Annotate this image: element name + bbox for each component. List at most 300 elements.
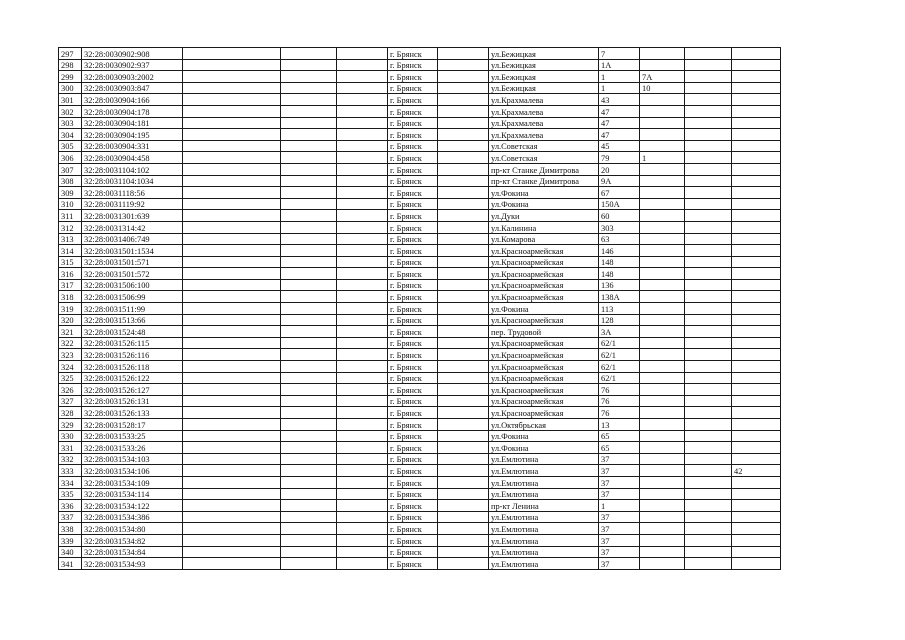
cell-row-number: 341 bbox=[59, 558, 82, 570]
cell-cadastral-number: 32:28:0031524:48 bbox=[82, 326, 183, 338]
cell-row-number: 304 bbox=[59, 129, 82, 141]
cell-col-5 bbox=[337, 94, 388, 106]
cell-apartment-number bbox=[732, 117, 781, 129]
cell-city: г. Брянск bbox=[388, 221, 438, 233]
table-row bbox=[59, 303, 781, 315]
cell-col-3 bbox=[183, 407, 281, 419]
cell-city: г. Брянск bbox=[388, 500, 438, 512]
cell-col-4 bbox=[281, 314, 337, 326]
cell-cadastral-number: 32:28:0031534:103 bbox=[82, 453, 183, 465]
cell-col-7 bbox=[438, 175, 489, 187]
cell-row-number: 323 bbox=[59, 349, 82, 361]
cell-col-5 bbox=[337, 187, 388, 199]
cell-cadastral-number: 32:28:0031526:133 bbox=[82, 407, 183, 419]
table-row bbox=[59, 59, 781, 71]
cell-street: ул.Комарова bbox=[489, 233, 599, 245]
cell-building-number bbox=[640, 523, 685, 535]
cell-col-11 bbox=[685, 511, 732, 523]
cell-cadastral-number: 32:28:0031526:118 bbox=[82, 361, 183, 373]
table-row bbox=[59, 129, 781, 141]
cell-street: ул.Емлютина bbox=[489, 523, 599, 535]
cell-row-number: 306 bbox=[59, 152, 82, 164]
cell-city: г. Брянск bbox=[388, 198, 438, 210]
cell-house-number: 37 bbox=[599, 453, 640, 465]
cell-building-number bbox=[640, 326, 685, 338]
cell-col-3 bbox=[183, 152, 281, 164]
cell-house-number: 136 bbox=[599, 279, 640, 291]
cell-building-number bbox=[640, 384, 685, 396]
cell-street: ул.Бежицкая bbox=[489, 48, 599, 60]
cell-street: ул.Бежицкая bbox=[489, 82, 599, 94]
cell-col-11 bbox=[685, 48, 732, 60]
cell-col-5 bbox=[337, 534, 388, 546]
cell-col-7 bbox=[438, 210, 489, 222]
cell-col-4 bbox=[281, 361, 337, 373]
cell-apartment-number bbox=[732, 256, 781, 268]
cell-street: ул.Бежицкая bbox=[489, 59, 599, 71]
cell-cadastral-number: 32:28:0030904:331 bbox=[82, 140, 183, 152]
cell-col-11 bbox=[685, 384, 732, 396]
cell-col-11 bbox=[685, 465, 732, 477]
cell-house-number: 37 bbox=[599, 476, 640, 488]
cell-city: г. Брянск bbox=[388, 268, 438, 280]
cell-col-3 bbox=[183, 221, 281, 233]
cell-building-number bbox=[640, 187, 685, 199]
cell-col-3 bbox=[183, 117, 281, 129]
cell-house-number: 43 bbox=[599, 94, 640, 106]
cell-apartment-number bbox=[732, 534, 781, 546]
cell-cadastral-number: 32:28:0031534:80 bbox=[82, 523, 183, 535]
cell-building-number bbox=[640, 210, 685, 222]
cell-col-3 bbox=[183, 546, 281, 558]
cell-row-number: 305 bbox=[59, 140, 82, 152]
table-row bbox=[59, 152, 781, 164]
cell-col-4 bbox=[281, 59, 337, 71]
cell-building-number bbox=[640, 314, 685, 326]
cell-city: г. Брянск bbox=[388, 187, 438, 199]
cell-cadastral-number: 32:28:0031526:131 bbox=[82, 395, 183, 407]
cell-col-5 bbox=[337, 291, 388, 303]
cell-building-number bbox=[640, 221, 685, 233]
cell-col-11 bbox=[685, 210, 732, 222]
cell-row-number: 319 bbox=[59, 303, 82, 315]
cell-cadastral-number: 32:28:0030903:847 bbox=[82, 82, 183, 94]
cell-apartment-number bbox=[732, 500, 781, 512]
cell-street: ул.Калинина bbox=[489, 221, 599, 233]
cell-cadastral-number: 32:28:0031406:749 bbox=[82, 233, 183, 245]
cell-house-number: 146 bbox=[599, 245, 640, 257]
cell-street: пр-кт Станке Димитрова bbox=[489, 163, 599, 175]
cell-building-number bbox=[640, 268, 685, 280]
table-row bbox=[59, 291, 781, 303]
cell-city: г. Брянск bbox=[388, 82, 438, 94]
cell-house-number: 13 bbox=[599, 419, 640, 431]
cell-col-7 bbox=[438, 245, 489, 257]
cell-city: г. Брянск bbox=[388, 129, 438, 141]
cell-col-7 bbox=[438, 268, 489, 280]
cell-apartment-number bbox=[732, 488, 781, 500]
cell-col-11 bbox=[685, 558, 732, 570]
cell-col-11 bbox=[685, 303, 732, 315]
cell-col-4 bbox=[281, 175, 337, 187]
cell-apartment-number bbox=[732, 546, 781, 558]
cell-col-7 bbox=[438, 558, 489, 570]
cell-city: г. Брянск bbox=[388, 152, 438, 164]
cell-col-7 bbox=[438, 361, 489, 373]
cell-city: г. Брянск bbox=[388, 140, 438, 152]
cell-building-number bbox=[640, 175, 685, 187]
table-row bbox=[59, 476, 781, 488]
cell-house-number: 20 bbox=[599, 163, 640, 175]
cell-cadastral-number: 32:28:0030904:195 bbox=[82, 129, 183, 141]
cell-col-5 bbox=[337, 558, 388, 570]
cell-building-number bbox=[640, 476, 685, 488]
cell-row-number: 326 bbox=[59, 384, 82, 396]
cell-col-4 bbox=[281, 511, 337, 523]
cell-col-3 bbox=[183, 233, 281, 245]
cell-row-number: 328 bbox=[59, 407, 82, 419]
table-row bbox=[59, 442, 781, 454]
cell-house-number: 128 bbox=[599, 314, 640, 326]
cell-house-number: 47 bbox=[599, 129, 640, 141]
cell-house-number: 1 bbox=[599, 500, 640, 512]
cell-cadastral-number: 32:28:0031534:386 bbox=[82, 511, 183, 523]
table-row bbox=[59, 117, 781, 129]
cell-cadastral-number: 32:28:0031534:82 bbox=[82, 534, 183, 546]
cell-col-4 bbox=[281, 488, 337, 500]
cell-apartment-number bbox=[732, 442, 781, 454]
cell-col-3 bbox=[183, 82, 281, 94]
cell-street: ул.Красноармейская bbox=[489, 291, 599, 303]
cell-cadastral-number: 32:28:0031118:56 bbox=[82, 187, 183, 199]
cell-col-5 bbox=[337, 442, 388, 454]
cell-apartment-number bbox=[732, 314, 781, 326]
cell-city: г. Брянск bbox=[388, 395, 438, 407]
cell-house-number: 113 bbox=[599, 303, 640, 315]
cell-cadastral-number: 32:28:0031301:639 bbox=[82, 210, 183, 222]
cell-col-11 bbox=[685, 71, 732, 83]
cell-col-5 bbox=[337, 268, 388, 280]
cell-col-5 bbox=[337, 395, 388, 407]
cell-col-11 bbox=[685, 221, 732, 233]
cell-row-number: 316 bbox=[59, 268, 82, 280]
cell-row-number: 327 bbox=[59, 395, 82, 407]
cell-building-number bbox=[640, 430, 685, 442]
cell-col-5 bbox=[337, 71, 388, 83]
cell-building-number bbox=[640, 105, 685, 117]
cell-col-7 bbox=[438, 94, 489, 106]
cell-street: ул.Фокина bbox=[489, 198, 599, 210]
cell-street: ул.Красноармейская bbox=[489, 384, 599, 396]
cell-col-3 bbox=[183, 105, 281, 117]
cell-apartment-number bbox=[732, 511, 781, 523]
cell-col-3 bbox=[183, 94, 281, 106]
cell-cadastral-number: 32:28:0030904:178 bbox=[82, 105, 183, 117]
cell-city: г. Брянск bbox=[388, 314, 438, 326]
cell-building-number bbox=[640, 163, 685, 175]
cell-col-4 bbox=[281, 349, 337, 361]
cell-col-5 bbox=[337, 117, 388, 129]
cell-building-number bbox=[640, 245, 685, 257]
cell-col-4 bbox=[281, 187, 337, 199]
cell-street: ул.Крахмалева bbox=[489, 105, 599, 117]
cell-house-number: 150А bbox=[599, 198, 640, 210]
cell-city: г. Брянск bbox=[388, 337, 438, 349]
cell-col-4 bbox=[281, 453, 337, 465]
cell-house-number: 65 bbox=[599, 430, 640, 442]
cell-street: ул.Октябрьская bbox=[489, 419, 599, 431]
cell-apartment-number bbox=[732, 129, 781, 141]
cell-col-7 bbox=[438, 105, 489, 117]
table-row bbox=[59, 430, 781, 442]
table-row bbox=[59, 256, 781, 268]
cell-row-number: 333 bbox=[59, 465, 82, 477]
cell-building-number bbox=[640, 94, 685, 106]
cell-house-number: 45 bbox=[599, 140, 640, 152]
cell-city: г. Брянск bbox=[388, 349, 438, 361]
cell-col-7 bbox=[438, 488, 489, 500]
cell-city: г. Брянск bbox=[388, 384, 438, 396]
cell-col-11 bbox=[685, 361, 732, 373]
cell-col-5 bbox=[337, 384, 388, 396]
cell-col-7 bbox=[438, 140, 489, 152]
cell-street: ул.Емлютина bbox=[489, 546, 599, 558]
cell-col-11 bbox=[685, 523, 732, 535]
cell-apartment-number bbox=[732, 291, 781, 303]
cell-col-5 bbox=[337, 511, 388, 523]
cell-col-3 bbox=[183, 476, 281, 488]
cell-apartment-number: 42 bbox=[732, 465, 781, 477]
cell-col-11 bbox=[685, 59, 732, 71]
cell-col-3 bbox=[183, 453, 281, 465]
cell-cadastral-number: 32:28:0031534:93 bbox=[82, 558, 183, 570]
cell-col-11 bbox=[685, 442, 732, 454]
cell-row-number: 338 bbox=[59, 523, 82, 535]
table-row bbox=[59, 534, 781, 546]
cell-col-7 bbox=[438, 291, 489, 303]
cell-col-3 bbox=[183, 337, 281, 349]
table-row bbox=[59, 372, 781, 384]
cell-apartment-number bbox=[732, 349, 781, 361]
cell-cadastral-number: 32:28:0031104:102 bbox=[82, 163, 183, 175]
cell-street: ул.Красноармейская bbox=[489, 361, 599, 373]
cell-col-7 bbox=[438, 48, 489, 60]
cell-building-number bbox=[640, 303, 685, 315]
cell-col-5 bbox=[337, 303, 388, 315]
cell-street: ул.Фокина bbox=[489, 442, 599, 454]
cell-street: ул.Емлютина bbox=[489, 558, 599, 570]
cell-street: пр-кт Ленина bbox=[489, 500, 599, 512]
cell-col-3 bbox=[183, 500, 281, 512]
cell-col-5 bbox=[337, 163, 388, 175]
cell-col-11 bbox=[685, 140, 732, 152]
cell-building-number bbox=[640, 337, 685, 349]
cell-col-11 bbox=[685, 163, 732, 175]
cell-cadastral-number: 32:28:0030904:166 bbox=[82, 94, 183, 106]
cell-col-5 bbox=[337, 198, 388, 210]
cell-col-5 bbox=[337, 233, 388, 245]
cell-street: ул.Емлютина bbox=[489, 465, 599, 477]
cell-building-number bbox=[640, 511, 685, 523]
cell-col-7 bbox=[438, 152, 489, 164]
cell-col-5 bbox=[337, 152, 388, 164]
cell-row-number: 330 bbox=[59, 430, 82, 442]
table-row bbox=[59, 140, 781, 152]
cell-col-4 bbox=[281, 337, 337, 349]
cell-col-3 bbox=[183, 558, 281, 570]
cell-col-5 bbox=[337, 419, 388, 431]
cell-col-11 bbox=[685, 337, 732, 349]
cell-apartment-number bbox=[732, 245, 781, 257]
cell-city: г. Брянск bbox=[388, 233, 438, 245]
cell-row-number: 324 bbox=[59, 361, 82, 373]
cell-col-5 bbox=[337, 221, 388, 233]
cell-cadastral-number: 32:28:0030904:181 bbox=[82, 117, 183, 129]
cell-col-3 bbox=[183, 256, 281, 268]
cell-col-4 bbox=[281, 105, 337, 117]
cell-building-number bbox=[640, 291, 685, 303]
cell-building-number bbox=[640, 140, 685, 152]
cell-col-4 bbox=[281, 279, 337, 291]
cell-col-7 bbox=[438, 279, 489, 291]
cell-col-7 bbox=[438, 198, 489, 210]
cell-city: г. Брянск bbox=[388, 453, 438, 465]
cell-city: г. Брянск bbox=[388, 105, 438, 117]
cell-col-7 bbox=[438, 326, 489, 338]
cell-col-3 bbox=[183, 523, 281, 535]
cell-row-number: 308 bbox=[59, 175, 82, 187]
cell-cadastral-number: 32:28:0031501:572 bbox=[82, 268, 183, 280]
table-row bbox=[59, 268, 781, 280]
cell-building-number: 1 bbox=[640, 152, 685, 164]
cell-apartment-number bbox=[732, 152, 781, 164]
cell-col-11 bbox=[685, 349, 732, 361]
cell-col-11 bbox=[685, 291, 732, 303]
cell-col-5 bbox=[337, 59, 388, 71]
cell-row-number: 300 bbox=[59, 82, 82, 94]
cell-cadastral-number: 32:28:0031533:26 bbox=[82, 442, 183, 454]
cell-street: ул.Фокина bbox=[489, 430, 599, 442]
cell-col-3 bbox=[183, 187, 281, 199]
cell-house-number: 62/1 bbox=[599, 337, 640, 349]
cell-col-4 bbox=[281, 500, 337, 512]
table-row bbox=[59, 233, 781, 245]
cell-house-number: 47 bbox=[599, 105, 640, 117]
cell-row-number: 307 bbox=[59, 163, 82, 175]
cell-building-number bbox=[640, 372, 685, 384]
cell-col-4 bbox=[281, 71, 337, 83]
cell-col-11 bbox=[685, 198, 732, 210]
cell-cadastral-number: 32:28:0031526:116 bbox=[82, 349, 183, 361]
cell-apartment-number bbox=[732, 558, 781, 570]
cell-col-5 bbox=[337, 372, 388, 384]
cell-street: ул.Емлютина bbox=[489, 476, 599, 488]
cell-col-3 bbox=[183, 245, 281, 257]
cell-apartment-number bbox=[732, 163, 781, 175]
cell-col-7 bbox=[438, 500, 489, 512]
cell-building-number bbox=[640, 48, 685, 60]
cell-row-number: 339 bbox=[59, 534, 82, 546]
cell-col-7 bbox=[438, 337, 489, 349]
cell-row-number: 302 bbox=[59, 105, 82, 117]
cell-street: ул.Красноармейская bbox=[489, 349, 599, 361]
cell-building-number bbox=[640, 279, 685, 291]
cell-row-number: 331 bbox=[59, 442, 82, 454]
cell-row-number: 320 bbox=[59, 314, 82, 326]
cell-col-7 bbox=[438, 372, 489, 384]
cell-street: ул.Фокина bbox=[489, 187, 599, 199]
cell-apartment-number bbox=[732, 71, 781, 83]
cell-house-number: 63 bbox=[599, 233, 640, 245]
cell-col-5 bbox=[337, 175, 388, 187]
cell-street: ул.Фокина bbox=[489, 303, 599, 315]
cell-col-11 bbox=[685, 430, 732, 442]
cell-apartment-number bbox=[732, 233, 781, 245]
cell-col-7 bbox=[438, 256, 489, 268]
cell-building-number bbox=[640, 361, 685, 373]
cell-row-number: 332 bbox=[59, 453, 82, 465]
cell-col-4 bbox=[281, 419, 337, 431]
cell-city: г. Брянск bbox=[388, 476, 438, 488]
cell-house-number: 1А bbox=[599, 59, 640, 71]
cell-city: г. Брянск bbox=[388, 511, 438, 523]
table-row bbox=[59, 523, 781, 535]
cell-city: г. Брянск bbox=[388, 372, 438, 384]
cell-street: ул.Красноармейская bbox=[489, 395, 599, 407]
table-row bbox=[59, 48, 781, 60]
cell-col-3 bbox=[183, 198, 281, 210]
cell-apartment-number bbox=[732, 279, 781, 291]
table-row bbox=[59, 419, 781, 431]
cell-apartment-number bbox=[732, 395, 781, 407]
table-row bbox=[59, 163, 781, 175]
cell-street: ул.Советская bbox=[489, 152, 599, 164]
cell-city: г. Брянск bbox=[388, 303, 438, 315]
cell-col-7 bbox=[438, 419, 489, 431]
cell-house-number: 37 bbox=[599, 511, 640, 523]
cell-col-7 bbox=[438, 407, 489, 419]
cell-col-3 bbox=[183, 419, 281, 431]
cell-row-number: 317 bbox=[59, 279, 82, 291]
cell-city: г. Брянск bbox=[388, 163, 438, 175]
cell-apartment-number bbox=[732, 303, 781, 315]
cell-col-11 bbox=[685, 187, 732, 199]
cell-street: ул.Красноармейская bbox=[489, 268, 599, 280]
cell-col-11 bbox=[685, 395, 732, 407]
cell-col-7 bbox=[438, 117, 489, 129]
cell-col-11 bbox=[685, 245, 732, 257]
cell-col-5 bbox=[337, 314, 388, 326]
cell-col-4 bbox=[281, 221, 337, 233]
cell-col-3 bbox=[183, 372, 281, 384]
cell-building-number bbox=[640, 59, 685, 71]
cell-cadastral-number: 32:28:0030903:2002 bbox=[82, 71, 183, 83]
cell-col-7 bbox=[438, 349, 489, 361]
cell-house-number: 1 bbox=[599, 71, 640, 83]
cell-city: г. Брянск bbox=[388, 419, 438, 431]
cell-building-number bbox=[640, 407, 685, 419]
cell-building-number bbox=[640, 117, 685, 129]
cell-street: ул.Красноармейская bbox=[489, 314, 599, 326]
cell-street: ул.Емлютина bbox=[489, 534, 599, 546]
cell-col-7 bbox=[438, 314, 489, 326]
cell-street: пер. Трудовой bbox=[489, 326, 599, 338]
cell-col-4 bbox=[281, 558, 337, 570]
cell-col-3 bbox=[183, 384, 281, 396]
cell-col-7 bbox=[438, 384, 489, 396]
cell-building-number bbox=[640, 465, 685, 477]
cell-col-11 bbox=[685, 279, 732, 291]
